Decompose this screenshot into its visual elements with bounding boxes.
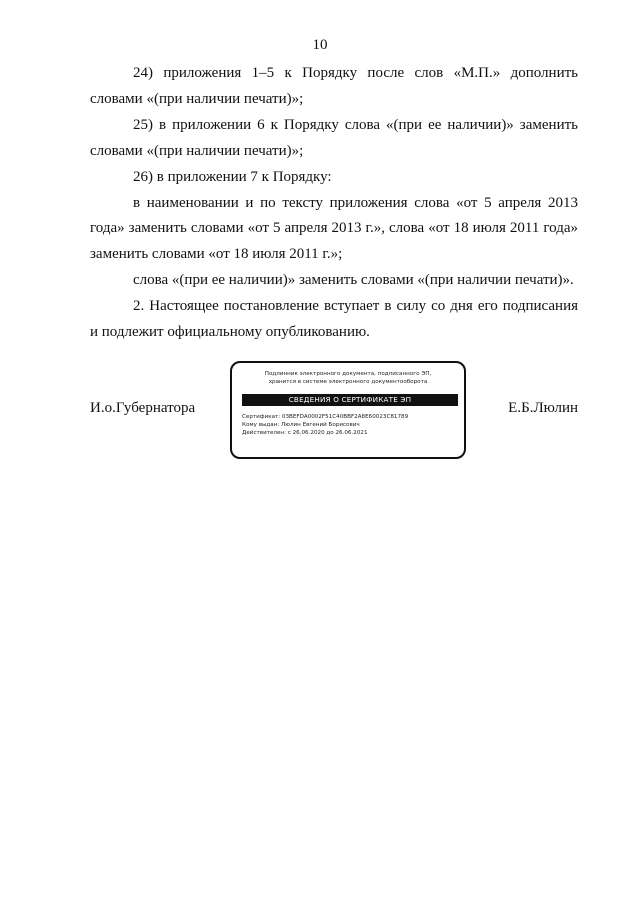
certificate-owner: Кому выдан: Люлин Евгений Борисович [242, 422, 360, 428]
paragraph-item-26: 26) в приложении 7 к Порядку: [133, 168, 332, 185]
signatory-name: Е.Б.Люлин [508, 400, 578, 416]
stamp-header-line: Подлинник электронного документа, подписанного ЭП, [264, 371, 432, 377]
paragraph-item-26-title-change: в наименовании и по тексту приложения слова «от 5 апреля 2013 года» заменить словами «от 5 апреля 2013 г.», слова «от 18 июля 2011 года» заменить словами «от 18 июля 2011 г.»; [90, 194, 578, 263]
paragraph-item-24: 24) приложения 1–5 к Порядку после слов «М.П.» дополнить словами «(при наличии печати)»; [90, 65, 578, 107]
stamp-details [242, 413, 464, 437]
paragraph-item-25: 25) в приложении 6 к Порядку слова «(при ее наличии)» заменить словами «(при наличии печати)»; [90, 116, 578, 159]
signatory-position: И.о.Губернатора [90, 400, 196, 416]
certificate-validity: Действителен: с 26.06.2020 до 26.06.2021 [242, 430, 368, 436]
page-number: 10 [312, 37, 328, 53]
document-body [90, 61, 578, 346]
paragraph-item-26-seal-change: слова «(при ее наличии)» заменить словами «(при наличии печати)». [133, 272, 574, 289]
stamp-title: СВЕДЕНИЯ О СЕРТИФИКАТЕ ЭП [242, 394, 458, 406]
electronic-signature-stamp [230, 361, 466, 459]
paragraph-effective-date: 2. Настоящее постановление вступает в силу со дня его подписания и подлежит официальному опубликованию. [90, 298, 578, 341]
stamp-header-line: хранится в системе электронного документооборота [268, 379, 428, 385]
certificate-number: Сертификат: 03BEFDA0002F51C40BBF2A8E60023C81789 [242, 414, 409, 420]
stamp-header [232, 370, 464, 386]
